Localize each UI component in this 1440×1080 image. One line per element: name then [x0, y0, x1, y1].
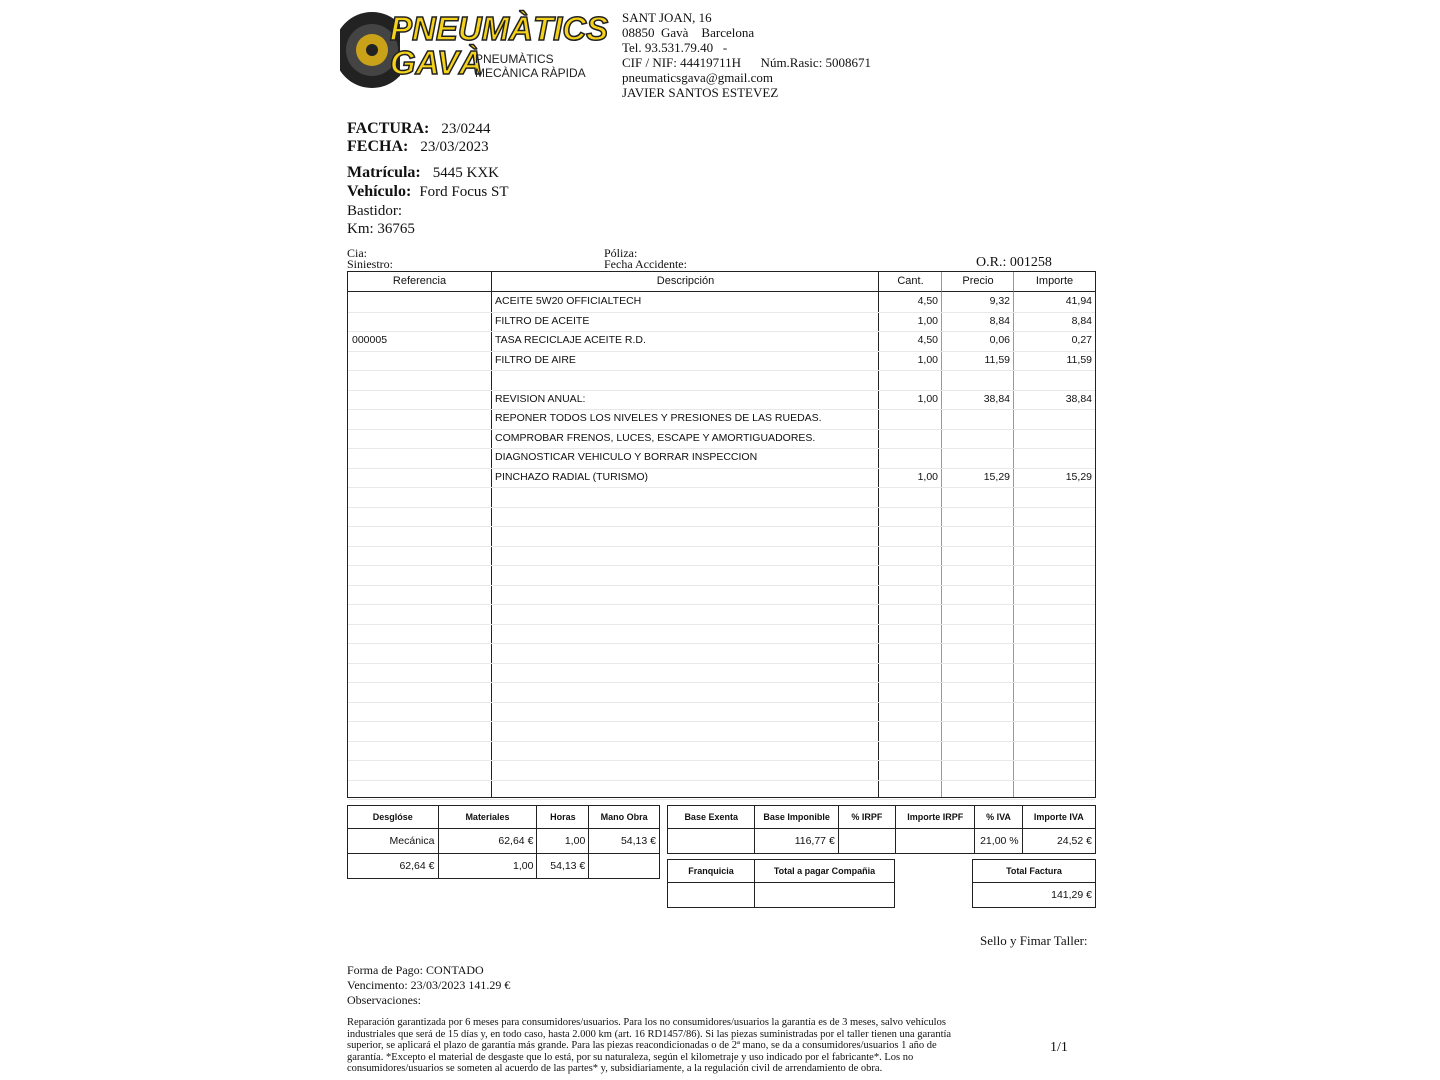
table-row [348, 487, 1095, 508]
cell-ref [352, 702, 488, 721]
cell-cant [881, 565, 938, 584]
invoice-date: FECHA: 23/03/2023 [347, 138, 489, 155]
cell-desc [495, 546, 875, 565]
table-row [348, 682, 1095, 703]
breakdown-table [347, 805, 660, 879]
cell-cant [881, 604, 938, 623]
cell-precio [944, 721, 1010, 740]
table-row [348, 468, 1095, 489]
cell-importe: 41,94 [1065, 295, 1092, 307]
cell-desc: FILTRO DE ACEITE [495, 314, 590, 327]
cell-importe [1016, 643, 1092, 662]
cell-ref [352, 448, 488, 467]
cell-importe [1016, 721, 1092, 740]
cell-cant: 1,00 [917, 314, 938, 327]
warranty-text [347, 1017, 1037, 1075]
company-phone: Tel. 93.531.79.40 - [622, 40, 728, 55]
cell-importe: 0,27 [1071, 334, 1092, 346]
legal-line: consumidores/usuarios se someten al acuerdo de las partes* y, subsidiariamente, a la regulación civil de arrendamiento de obra. [347, 1063, 883, 1074]
cell-precio [944, 546, 1010, 565]
cell-precio: 15,29 [983, 470, 1010, 483]
cell-cant [881, 585, 938, 604]
cell-importe [1016, 604, 1092, 623]
cell-desc [495, 507, 875, 526]
table-row [348, 526, 1095, 547]
cell-cant [881, 741, 938, 760]
cell-importe [1016, 702, 1092, 721]
cell-cant [881, 780, 938, 799]
total-label: Total Factura [973, 860, 1096, 883]
table-row [348, 721, 1095, 742]
due-date: Vencimento: 23/03/2023 141.29 € [347, 978, 511, 992]
breakdown-cell: Mecánica [348, 829, 439, 854]
company-city: 08850 Gavà Barcelona [622, 25, 755, 40]
cell-precio [944, 604, 1010, 623]
cell-desc [495, 760, 875, 779]
cell-cant [881, 682, 938, 701]
cell-cant: 1,00 [917, 470, 938, 483]
cell-desc [495, 624, 875, 643]
cia-label: Cia: [347, 246, 367, 260]
cell-cant [881, 702, 938, 721]
table-row [348, 780, 1095, 801]
cell-desc: REVISION ANUAL: [495, 392, 586, 405]
header-price: Precio [941, 272, 1014, 292]
cell-ref [352, 741, 488, 760]
table-row [348, 624, 1095, 645]
company-owner: JAVIER SANTOS ESTEVEZ [622, 85, 779, 100]
company-info [622, 10, 871, 100]
table-row [348, 351, 1095, 372]
tax-header: Importe IVA [1022, 806, 1095, 829]
tax-header: % IVA [975, 806, 1022, 829]
tax-cell [896, 829, 975, 854]
observations: Observaciones: [347, 993, 421, 1007]
cell-cant [881, 643, 938, 662]
cell-precio: 9,32 [989, 295, 1010, 307]
cell-desc [495, 565, 875, 584]
cell-importe [1016, 526, 1092, 545]
table-row [348, 604, 1095, 625]
fecha-accidente-label: Fecha Accidente: [604, 257, 687, 271]
table-row [348, 507, 1095, 528]
cell-desc: COMPROBAR FRENOS, LUCES, ESCAPE Y AMORTIGUADORES. [495, 431, 816, 444]
payment-method: Forma de Pago: CONTADO [347, 963, 484, 977]
cell-precio [944, 487, 1010, 506]
cell-desc [495, 370, 875, 389]
table-row [348, 702, 1095, 723]
cell-ref [352, 663, 488, 682]
cell-precio [944, 682, 1010, 701]
cell-ref [352, 643, 488, 662]
cell-desc: PINCHAZO RADIAL (TURISMO) [495, 470, 649, 483]
tax-cell: 24,52 € [1022, 829, 1095, 854]
breakdown-cell: 62,64 € [438, 829, 537, 854]
cell-importe [1016, 780, 1092, 799]
breakdown-cell: 62,64 € [348, 854, 439, 879]
total-value: 141,29 € [973, 883, 1096, 908]
tax-header: Base Imponible [755, 806, 838, 829]
cell-desc [495, 682, 875, 701]
cell-cant [881, 624, 938, 643]
cell-ref [352, 565, 488, 584]
cell-precio [944, 643, 1010, 662]
logo-sub2: MECÀNICA RÀPIDA [475, 66, 586, 80]
cell-precio [944, 760, 1010, 779]
cell-ref: 000005 [352, 334, 388, 346]
cell-ref [352, 526, 488, 545]
cell-cant [881, 760, 938, 779]
cell-precio [944, 624, 1010, 643]
insurance-header: Total a pagar Compañia [755, 860, 895, 883]
insurance-cell [755, 883, 895, 908]
cell-precio [944, 409, 1010, 428]
cell-importe [1016, 487, 1092, 506]
header-amount: Importe [1013, 272, 1095, 292]
cell-desc [495, 741, 875, 760]
cell-ref [352, 585, 488, 604]
cell-importe [1016, 370, 1092, 389]
cell-cant [881, 487, 938, 506]
repair-order: O.R.: 001258 [976, 255, 1052, 270]
cell-ref [352, 760, 488, 779]
cell-cant: 1,00 [917, 392, 938, 405]
tax-cell [668, 829, 755, 854]
tax-cell: 116,77 € [755, 829, 838, 854]
cell-desc [495, 487, 875, 506]
legal-line: garantía. *Excepto el material de desgaste que lo está, por su naturaleza, según el kilometraje y uso indicado por el fabricante*. Los no [347, 1051, 914, 1063]
cell-importe [1016, 741, 1092, 760]
cell-cant [881, 721, 938, 740]
breakdown-header: Horas [537, 806, 589, 829]
cell-cant [881, 409, 938, 428]
cell-importe: 11,59 [1066, 353, 1092, 366]
table-row [348, 292, 1095, 313]
cell-importe [1016, 429, 1092, 448]
cell-importe [1016, 585, 1092, 604]
table-row [348, 741, 1095, 762]
table-row [348, 565, 1095, 586]
cell-precio [944, 429, 1010, 448]
table-row [348, 643, 1095, 664]
cell-desc [495, 702, 875, 721]
invoice-number: FACTURA: 23/0244 [347, 120, 491, 137]
cell-precio [944, 585, 1010, 604]
cell-precio [944, 507, 1010, 526]
cell-ref [352, 780, 488, 799]
cell-cant: 1,00 [917, 353, 938, 366]
cell-precio [944, 370, 1010, 389]
cell-ref [352, 468, 488, 487]
cell-desc [495, 721, 875, 740]
company-cif: CIF / NIF: 44419711H Núm.Rasic: 5008671 [622, 55, 872, 70]
cell-desc [495, 780, 875, 799]
cell-desc [495, 585, 875, 604]
cell-desc: FILTRO DE AIRE [495, 353, 576, 366]
cell-ref [352, 292, 488, 311]
cell-ref [352, 487, 488, 506]
cell-cant [881, 370, 938, 389]
cell-importe: 15,29 [1065, 470, 1092, 483]
company-email: pneumaticsgava@gmail.com [622, 70, 773, 85]
cell-cant [881, 546, 938, 565]
items-table [347, 271, 1096, 798]
table-row [348, 390, 1095, 411]
breakdown-header: Materiales [438, 806, 537, 829]
cell-ref [352, 409, 488, 428]
tax-header: Base Exenta [668, 806, 755, 829]
tax-header: % IRPF [838, 806, 895, 829]
cell-importe [1016, 760, 1092, 779]
breakdown-cell: 54,13 € [589, 829, 660, 854]
vehicle-km: Km: 36765 [347, 221, 415, 237]
cell-cant [881, 448, 938, 467]
cell-desc [495, 604, 875, 623]
cell-ref [352, 721, 488, 740]
breakdown-cell: 1,00 [438, 854, 537, 879]
header-ref: Referencia [348, 272, 491, 292]
cell-desc: ACEITE 5W20 OFFICIALTECH [495, 295, 642, 307]
cell-importe [1016, 448, 1092, 467]
cell-ref [352, 429, 488, 448]
header-qty: Cant. [878, 272, 942, 292]
breakdown-cell: 1,00 [537, 829, 589, 854]
poliza-label: Póliza: [604, 246, 638, 260]
cell-cant [881, 429, 938, 448]
logo-sub1: PNEUMÀTICS [475, 52, 554, 66]
logo-line1: PNEUMÀTICS [390, 10, 609, 47]
cell-ref [352, 682, 488, 701]
cell-cant [881, 663, 938, 682]
cell-importe: 8,84 [1071, 314, 1092, 327]
table-row [348, 312, 1095, 333]
cell-ref [352, 351, 488, 370]
cell-precio [944, 741, 1010, 760]
cell-precio [944, 448, 1010, 467]
legal-line: superior, se aplicará el plazo de garantía más grande. Para las piezas reacondicionadas o de 2ª mano, se da a consumidores/usuarios 1 año de [347, 1040, 937, 1051]
table-row [348, 760, 1095, 781]
cell-precio [944, 565, 1010, 584]
insurance-cell [668, 883, 755, 908]
cell-desc [495, 643, 875, 662]
cell-desc: REPONER TODOS LOS NIVELES Y PRESIONES DE LAS RUEDAS. [495, 412, 822, 424]
legal-line: industriales que será de 15 días y, en todo caso, hasta 2.000 km (art. 16 RD1457/86). Si las piezas suministradas por el taller tienen una garantía [347, 1028, 952, 1040]
cell-precio: 11,59 [984, 353, 1010, 366]
cell-importe [1016, 565, 1092, 584]
cell-importe: 38,84 [1065, 392, 1092, 405]
cell-desc [495, 663, 875, 682]
cell-ref [352, 604, 488, 623]
header-desc: Descripción [491, 272, 879, 292]
cell-importe [1016, 624, 1092, 643]
cell-importe [1016, 507, 1092, 526]
cell-precio [944, 702, 1010, 721]
cell-ref [352, 390, 488, 409]
company-street: SANT JOAN, 16 [622, 10, 712, 25]
company-logo [340, 4, 609, 94]
cell-importe [1016, 682, 1092, 701]
table-row [348, 585, 1095, 606]
cell-desc [495, 526, 875, 545]
cell-precio: 0,06 [989, 334, 1010, 346]
signature-label: Sello y Fimar Taller: [980, 933, 1088, 948]
cell-ref [352, 546, 488, 565]
table-row [348, 331, 1095, 352]
total-table [972, 859, 1096, 908]
breakdown-header: Mano Obra [589, 806, 660, 829]
vehicle-plate: Matrícula: 5445 KXK [347, 164, 499, 181]
tax-cell [838, 829, 895, 854]
siniestro-label: Siniestro: [347, 257, 394, 271]
cell-precio [944, 780, 1010, 799]
cell-ref [352, 624, 488, 643]
cell-precio: 38,84 [983, 392, 1010, 405]
tax-cell: 21,00 % [975, 829, 1022, 854]
cell-desc: TASA RECICLAJE ACEITE R.D. [495, 334, 646, 346]
insurance-table [667, 859, 895, 908]
legal-line: Reparación garantizada por 6 meses para consumidores/usuarios. Para los no consumidores/usuarios la garantía es de 3 meses, salvo vehículos [347, 1017, 946, 1028]
cell-desc: DIAGNOSTICAR VEHICULO Y BORRAR INSPECCION [495, 451, 758, 463]
cell-cant [881, 507, 938, 526]
cell-importe [1016, 546, 1092, 565]
cell-ref [352, 507, 488, 526]
cell-cant: 4,50 [917, 295, 938, 307]
table-row [348, 663, 1095, 684]
cell-precio: 8,84 [989, 314, 1010, 327]
cell-cant [881, 526, 938, 545]
tax-table [667, 805, 1096, 854]
cell-precio [944, 663, 1010, 682]
vehicle-model: Vehículo: Ford Focus ST [347, 183, 509, 200]
cell-importe [1016, 409, 1092, 428]
cell-importe [1016, 663, 1092, 682]
insurance-header: Franquicia [668, 860, 755, 883]
cell-precio [944, 526, 1010, 545]
vehicle-chassis: Bastidor: [347, 203, 402, 219]
cell-cant: 4,50 [917, 334, 938, 346]
breakdown-cell [589, 854, 660, 879]
table-row [348, 546, 1095, 567]
table-row [348, 409, 1095, 430]
breakdown-header: Desglóse [348, 806, 439, 829]
cell-ref [352, 370, 488, 389]
cell-ref [352, 312, 488, 331]
breakdown-cell: 54,13 € [537, 854, 589, 879]
tax-header: Importe IRPF [896, 806, 975, 829]
table-row [348, 370, 1095, 391]
table-row [348, 429, 1095, 450]
logo-line2: GAVÀ [390, 44, 483, 81]
page-number: 1/1 [1050, 1040, 1068, 1055]
table-row [348, 448, 1095, 469]
